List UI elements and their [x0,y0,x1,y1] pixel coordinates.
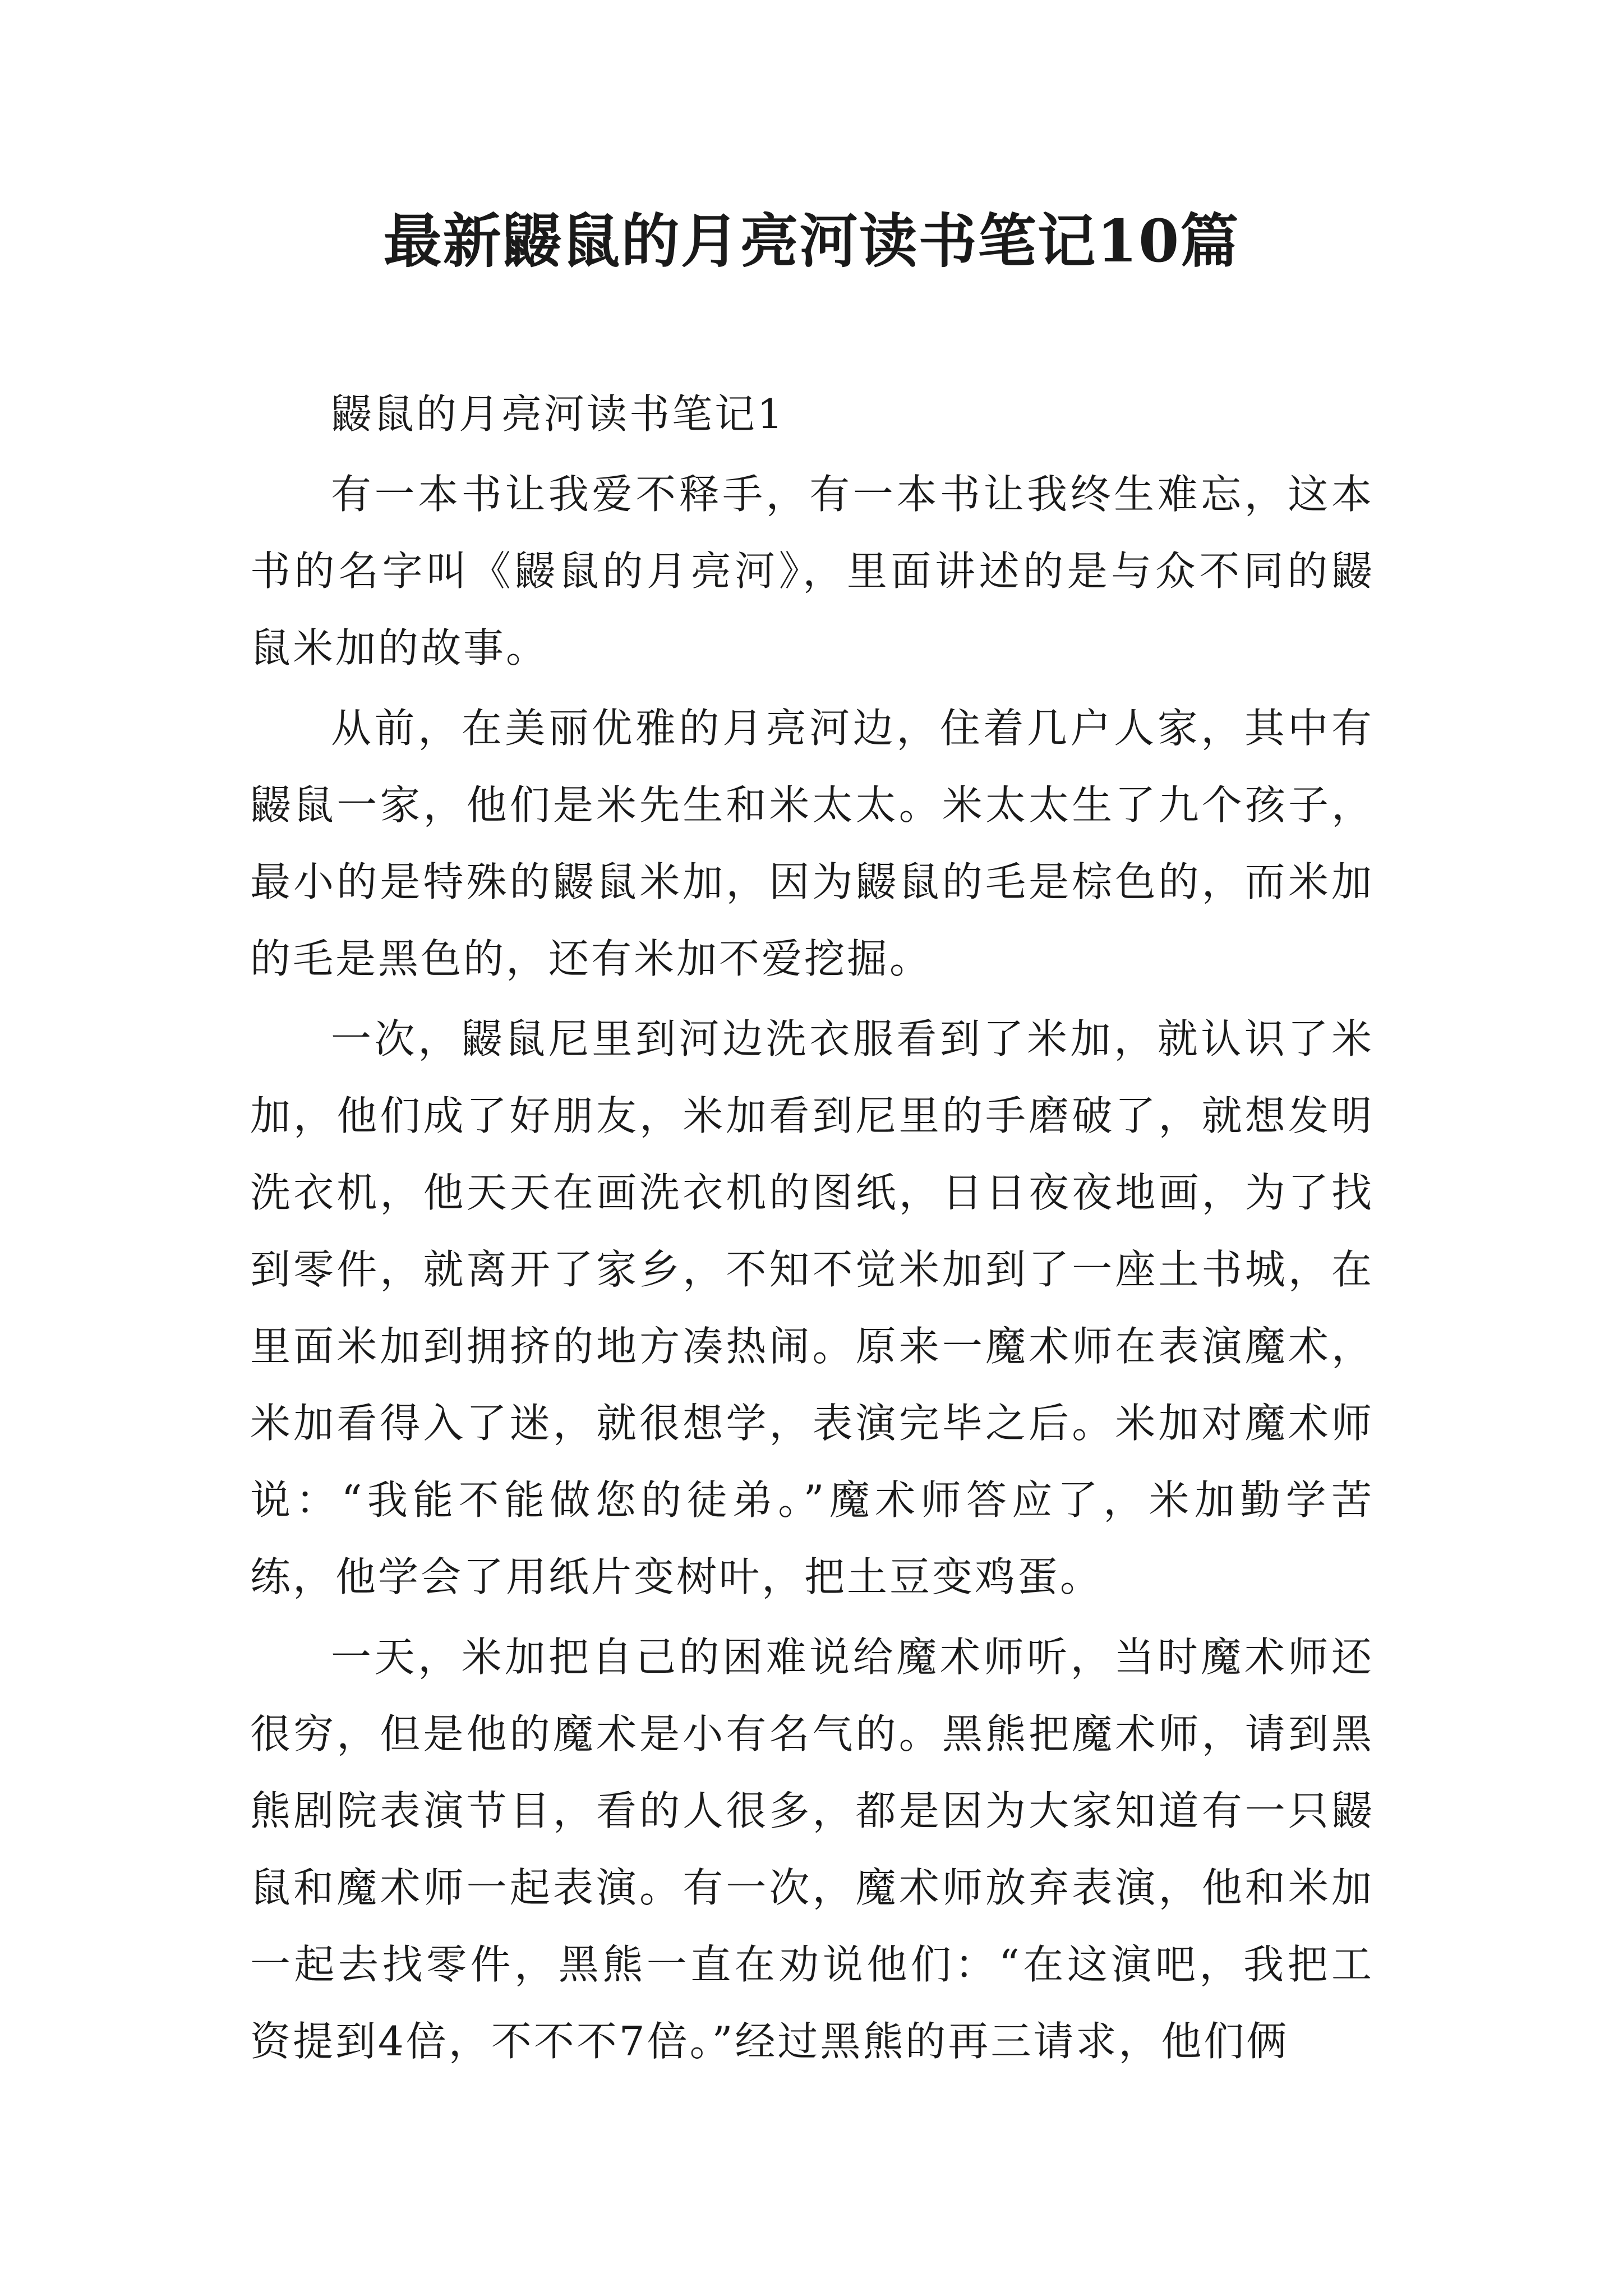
body-paragraph: 一次，鼹鼠尼里到河边洗衣服看到了米加，就认识了米加，他们成了好朋友，米加看到尼里的手磨破了，就想发明洗衣机，他天天在画洗衣机的图纸，日日夜夜地画，为了找到零件，就离开了家乡，不知不觉米加到了一座土书城，在里面米加到拥挤的地方凑热闹。原来一魔术师在表演魔术，米加看得入了迷，就很想学，表演完毕之后。米加对魔术师说：“我能不能做您的徒弟。”魔术师答应了，米加勤学苦练，他学会了用纸片变树叶，把土豆变鸡蛋。 [250,1015,1374,1600]
section-heading: 鼹鼠的月亮河读书笔记1 [331,390,785,438]
document-body [250,376,1374,2083]
body-paragraph: 从前，在美丽优雅的月亮河边，住着几户人家，其中有鼹鼠一家，他们是米先生和米太太。米太太生了九个孩子，最小的是特殊的鼹鼠米加，因为鼹鼠的毛是棕色的，而米加的毛是黑色的，还有米加不爱挖掘。 [250,705,1374,982]
body-paragraph: 有一本书让我爱不释手，有一本书让我终生难忘，这本书的名字叫《鼹鼠的月亮河》，里面讲述的是与众不同的鼹鼠米加的故事。 [250,471,1374,671]
body-paragraph: 一天，米加把自己的困难说给魔术师听，当时魔术师还很穷，但是他的魔术是小有名气的。黑熊把魔术师，请到黑熊剧院表演节目，看的人很多，都是因为大家知道有一只鼹鼠和魔术师一起表演。有一次，魔术师放弃表演，他和米加一起去找零件，黑熊一直在劝说他们：“在这演吧，我把工资提到4倍，不不不7倍。”经过黑熊的再三请求，他们俩 [250,1634,1374,2065]
document-title: 最新鼹鼠的月亮河读书笔记10篇 [383,206,1240,275]
